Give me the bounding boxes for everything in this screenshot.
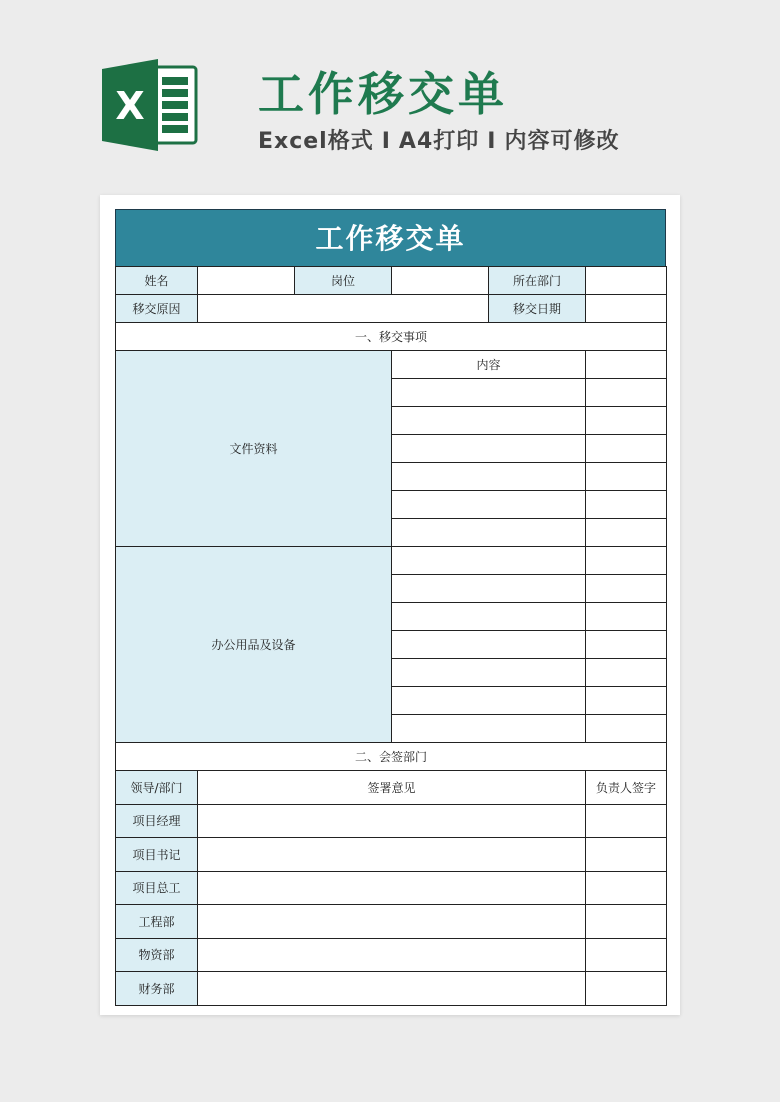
sign-dept-header: 领导/部门 [116,771,198,805]
content-cell[interactable] [392,575,586,603]
table-row [116,838,667,872]
department-field[interactable] [586,267,667,295]
subtitle-separator: I [381,129,391,154]
sign-opinion-cell[interactable] [198,871,586,905]
sign-opinion-cell[interactable] [198,838,586,872]
sign-signer-header: 负责人签字 [586,771,667,805]
sign-row-label: 财务部 [116,972,198,1006]
date-field[interactable] [586,295,667,323]
sign-signature-cell[interactable] [586,938,667,972]
content-extra-cell[interactable] [586,659,667,687]
content-extra-cell[interactable] [586,603,667,631]
content-cell[interactable] [392,379,586,407]
group-office-label: 办公用品及设备 [116,547,392,743]
content-extra-cell[interactable] [586,379,667,407]
table-row [116,972,667,1006]
department-label: 所在部门 [489,267,586,295]
content-cell[interactable] [392,435,586,463]
subtitle-editable: 内容可修改 [504,129,620,154]
table-row [116,267,667,295]
content-cell[interactable] [392,603,586,631]
sign-opinion-header: 签署意见 [198,771,586,805]
name-label: 姓名 [116,267,198,295]
form-table [115,266,667,1006]
position-label: 岗位 [295,267,392,295]
form-banner-title: 工作移交单 [115,209,666,266]
svg-text:X: X [115,84,145,128]
content-cell[interactable] [392,687,586,715]
table-row [116,323,667,351]
content-cell[interactable] [392,659,586,687]
content-extra-cell[interactable] [586,351,667,379]
content-cell[interactable] [392,463,586,491]
content-cell[interactable] [392,715,586,743]
sign-signature-cell[interactable] [586,804,667,838]
sign-row-label: 物资部 [116,938,198,972]
page-subtitle [258,124,619,155]
group-documents-label: 文件资料 [116,351,392,547]
name-field[interactable] [198,267,295,295]
content-extra-cell[interactable] [586,491,667,519]
section1-title: 一、移交事项 [116,323,667,351]
content-cell[interactable] [392,519,586,547]
table-row [116,743,667,771]
sign-signature-cell[interactable] [586,972,667,1006]
content-extra-cell[interactable] [586,407,667,435]
content-extra-cell[interactable] [586,435,667,463]
sign-signature-cell[interactable] [586,905,667,939]
table-row [116,804,667,838]
sign-opinion-cell[interactable] [198,905,586,939]
content-extra-cell[interactable] [586,463,667,491]
content-header: 内容 [392,351,586,379]
section2-title: 二、会签部门 [116,743,667,771]
excel-logo-icon [100,57,200,153]
header [0,0,780,190]
sign-row-label: 项目书记 [116,838,198,872]
content-extra-cell[interactable] [586,631,667,659]
subtitle-separator: I [487,129,497,154]
content-cell[interactable] [392,407,586,435]
reason-label: 移交原因 [116,295,198,323]
position-field[interactable] [392,267,489,295]
date-label: 移交日期 [489,295,586,323]
content-cell[interactable] [392,631,586,659]
table-row [116,938,667,972]
table-row [116,351,667,379]
content-extra-cell[interactable] [586,687,667,715]
content-extra-cell[interactable] [586,547,667,575]
table-row [116,871,667,905]
content-extra-cell[interactable] [586,519,667,547]
handover-form [115,209,666,1006]
content-cell[interactable] [392,547,586,575]
sign-opinion-cell[interactable] [198,972,586,1006]
sign-opinion-cell[interactable] [198,804,586,838]
document-page [100,195,680,1015]
subtitle-print: A4打印 [398,129,480,154]
content-cell[interactable] [392,491,586,519]
subtitle-format: Excel格式 [258,129,374,154]
page-title: 工作移交单 [258,67,508,121]
sign-row-label: 项目经理 [116,804,198,838]
sign-row-label: 项目总工 [116,871,198,905]
sign-row-label: 工程部 [116,905,198,939]
table-row [116,547,667,575]
content-extra-cell[interactable] [586,715,667,743]
sign-opinion-cell[interactable] [198,938,586,972]
content-extra-cell[interactable] [586,575,667,603]
sign-signature-cell[interactable] [586,871,667,905]
table-row [116,771,667,805]
reason-field[interactable] [198,295,489,323]
table-row [116,905,667,939]
table-row [116,295,667,323]
sign-signature-cell[interactable] [586,838,667,872]
